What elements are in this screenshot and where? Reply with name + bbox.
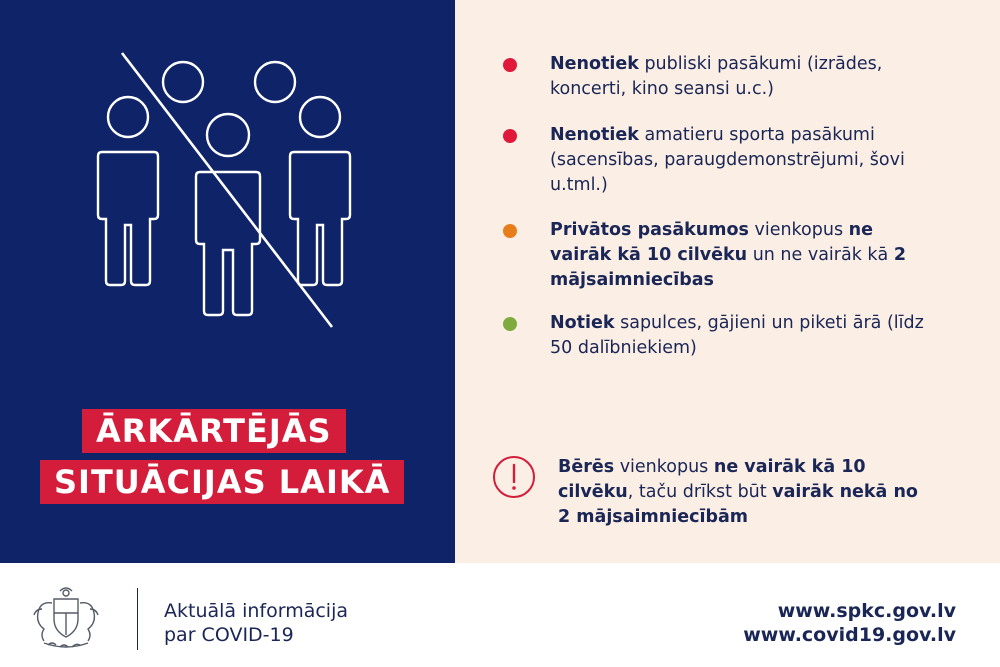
banner-line-1: ĀRKĀRTĒJĀS [82,409,346,453]
footer-divider [137,588,138,650]
rule-bold: Nenotiek [550,125,639,145]
banner-line-2: SITUĀCIJAS LAIKĀ [40,460,404,504]
warning-bold: ne vairāk kā 10 cilvēku [558,457,866,502]
warning-bold: vairāk nekā no 2 mājsaimniecībām [558,482,918,527]
crowd-crossed-out-icon [80,45,380,345]
rule-bold: 2 mājsaimniecības [550,245,907,290]
rule-bold: Notiek [550,313,615,333]
rule-text: publiski pasākumi (izrādes, koncerti, kino seansi u.c.) [550,54,883,99]
link-covid19[interactable]: www.covid19.gov.lv [743,624,956,646]
rule-text: sapulces, gājieni un piketi ārā (līdz 50 dalībniekiem) [550,313,924,358]
warning-bold: Bērēs [558,457,615,477]
status-dot-red [503,58,517,72]
warning-text: vienkopus [614,457,714,477]
footer-info-line-1: Aktuālā informācija [164,600,349,622]
footer-links [743,599,956,647]
status-dot-green [503,317,517,331]
rule-text: amatieru sporta pasākumi (sacensības, paraugdemonstrējumi, šovi u.tml.) [550,125,905,195]
footer-info-line-2: par COVID-19 [164,624,294,646]
rule-bold: Nenotiek [550,54,639,74]
status-dot-orange [503,224,517,238]
rule-bold: Privātos pasākumos [550,220,749,240]
rule-text: un ne vairāk kā [747,245,894,265]
status-dot-red [503,129,517,143]
rule-bold: ne vairāk kā 10 cilvēku [550,220,873,265]
footer-info [164,599,348,647]
coat-of-arms-icon [30,585,102,651]
warning-text: , taču drīkst būt [627,482,773,502]
exclamation-circle-icon [492,455,536,499]
rule-text: vienkopus [748,220,849,240]
link-spkc[interactable]: www.spkc.gov.lv [777,600,956,622]
